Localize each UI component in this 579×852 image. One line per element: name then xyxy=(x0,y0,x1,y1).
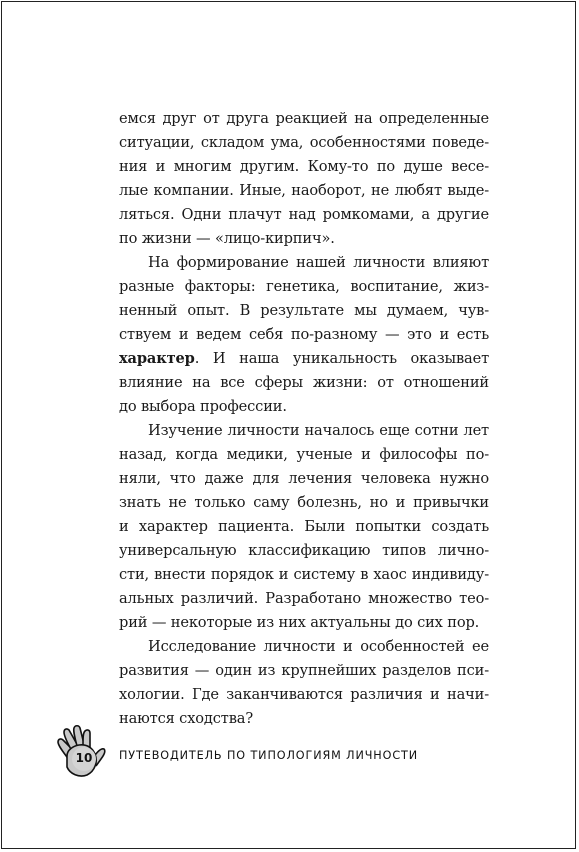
text-line: ненный опыт. В результате мы думаем, чув- xyxy=(119,302,489,319)
text-line: сти, внести порядок и систему в хаос индивиду- xyxy=(119,566,489,583)
text-line: знать не только саму болезнь, но и привычки xyxy=(119,494,489,511)
text-line: универсальную классификацию типов лично- xyxy=(119,542,489,559)
text-fragment: . И наша уникальность оказывает xyxy=(194,350,489,367)
page-footer xyxy=(55,724,475,784)
text-line: разные факторы: генетика, воспитание, жиз- xyxy=(119,278,489,295)
text-line: Исследование личности и особенностей ее xyxy=(148,638,489,655)
text-line: ствуем и ведем себя по-разному — это и есть xyxy=(119,326,489,343)
text-line: по жизни — «лицо-кирпич». xyxy=(119,230,335,247)
text-line: влияние на все сферы жизни: от отношений xyxy=(119,374,489,391)
text-line: рий — некоторые из них актуальны до сих пор. xyxy=(119,614,480,631)
text-line-with-term xyxy=(119,347,489,371)
page-number: 10 xyxy=(75,751,93,765)
key-term: характер xyxy=(119,350,195,367)
running-title: ПУТЕВОДИТЕЛЬ ПО ТИПОЛОГИЯМ ЛИЧНОСТИ xyxy=(119,749,419,762)
text-line: ситуации, складом ума, особенностями поведе- xyxy=(119,134,489,151)
text-line: няли, что даже для лечения человека нужно xyxy=(119,470,489,487)
text-line: альных различий. Разработано множество тео- xyxy=(119,590,489,607)
text-line: Изучение личности началось еще сотни лет xyxy=(148,422,489,439)
text-line: емся друг от друга реакцией на определенные xyxy=(119,110,489,127)
text-line: ния и многим другим. Кому-то по душе весе- xyxy=(119,158,489,175)
body-text xyxy=(119,107,489,731)
text-line: и характер пациента. Были попытки создать xyxy=(119,518,489,535)
text-line: ляться. Одни плачут над ромкомами, а другие xyxy=(119,206,489,223)
text-line: до выбора профессии. xyxy=(119,398,287,415)
text-line: наются сходства? xyxy=(119,710,253,727)
text-line: развития — один из крупнейших разделов пси- xyxy=(119,662,489,679)
text-line: хологии. Где заканчиваются различия и начи- xyxy=(119,686,489,703)
text-line: На формирование нашей личности влияют xyxy=(148,254,489,271)
text-line: лые компании. Иные, наоборот, не любят выде- xyxy=(119,182,489,199)
text-line: назад, когда медики, ученые и философы по- xyxy=(119,446,489,463)
